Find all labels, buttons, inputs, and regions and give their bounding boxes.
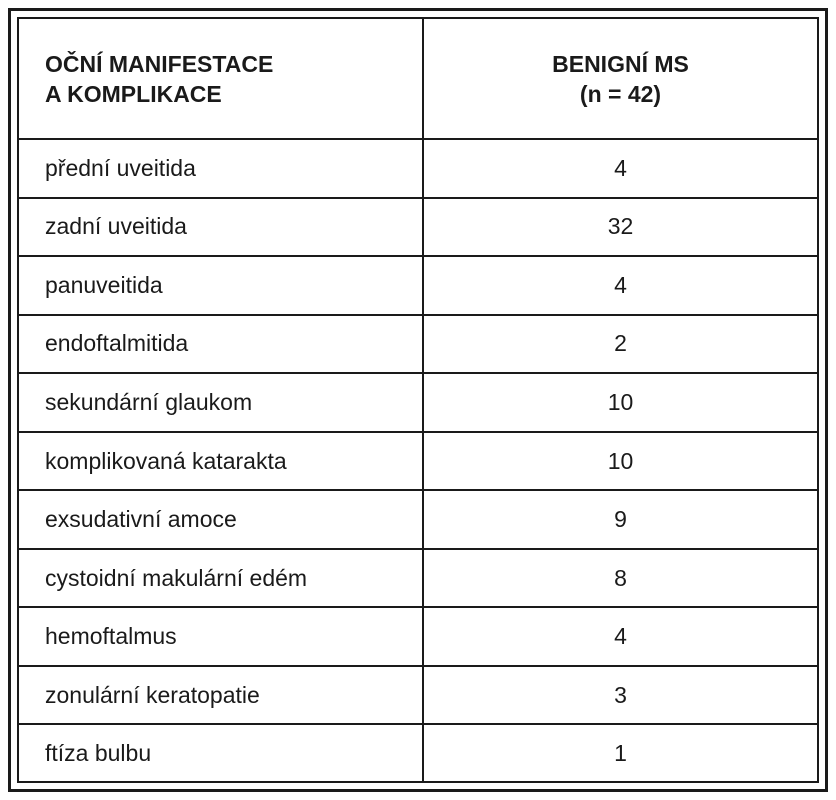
table-row (19, 432, 817, 491)
header-manifestations-line2: A KOMPLIKACE (45, 80, 222, 107)
case-count: 32 (423, 198, 817, 257)
case-count: 4 (423, 139, 817, 198)
header-manifestations (19, 19, 423, 139)
manifestation-label: cystoidní makulární edém (19, 549, 423, 608)
manifestation-label: panuveitida (19, 256, 423, 315)
manifestation-label: přední uveitida (19, 139, 423, 198)
manifestation-label: endoftalmitida (19, 315, 423, 374)
case-count: 3 (423, 666, 817, 725)
manifestation-label: hemoftalmus (19, 607, 423, 666)
header-benign-ms-line2: (n = 42) (579, 80, 662, 107)
table-row (19, 315, 817, 374)
manifestation-label: exsudativní amoce (19, 490, 423, 549)
header-benign-ms (423, 19, 817, 139)
table-body (19, 139, 817, 781)
case-count: 10 (423, 373, 817, 432)
table-row (19, 139, 817, 198)
table-row (19, 490, 817, 549)
table-row (19, 198, 817, 257)
case-count: 8 (423, 549, 817, 608)
ocular-manifestations-table (19, 19, 817, 781)
table-row (19, 373, 817, 432)
case-count: 4 (423, 256, 817, 315)
manifestation-label: komplikovaná katarakta (19, 432, 423, 491)
table-row (19, 256, 817, 315)
case-count: 1 (423, 724, 817, 781)
manifestation-label: ftíza bulbu (19, 724, 423, 781)
table-row (19, 724, 817, 781)
header-manifestations-line1: OČNÍ MANIFESTACE (45, 50, 274, 77)
manifestation-label: zadní uveitida (19, 198, 423, 257)
table-row (19, 607, 817, 666)
table-row (19, 549, 817, 608)
manifestation-label: sekundární glaukom (19, 373, 423, 432)
case-count: 4 (423, 607, 817, 666)
case-count: 2 (423, 315, 817, 374)
case-count: 9 (423, 490, 817, 549)
table-header-row (19, 19, 817, 139)
case-count: 10 (423, 432, 817, 491)
table-row (19, 666, 817, 725)
table-inner-frame (17, 17, 819, 783)
table-outer-frame (8, 8, 828, 792)
header-benign-ms-line1: BENIGNÍ MS (552, 50, 689, 77)
manifestation-label: zonulární keratopatie (19, 666, 423, 725)
